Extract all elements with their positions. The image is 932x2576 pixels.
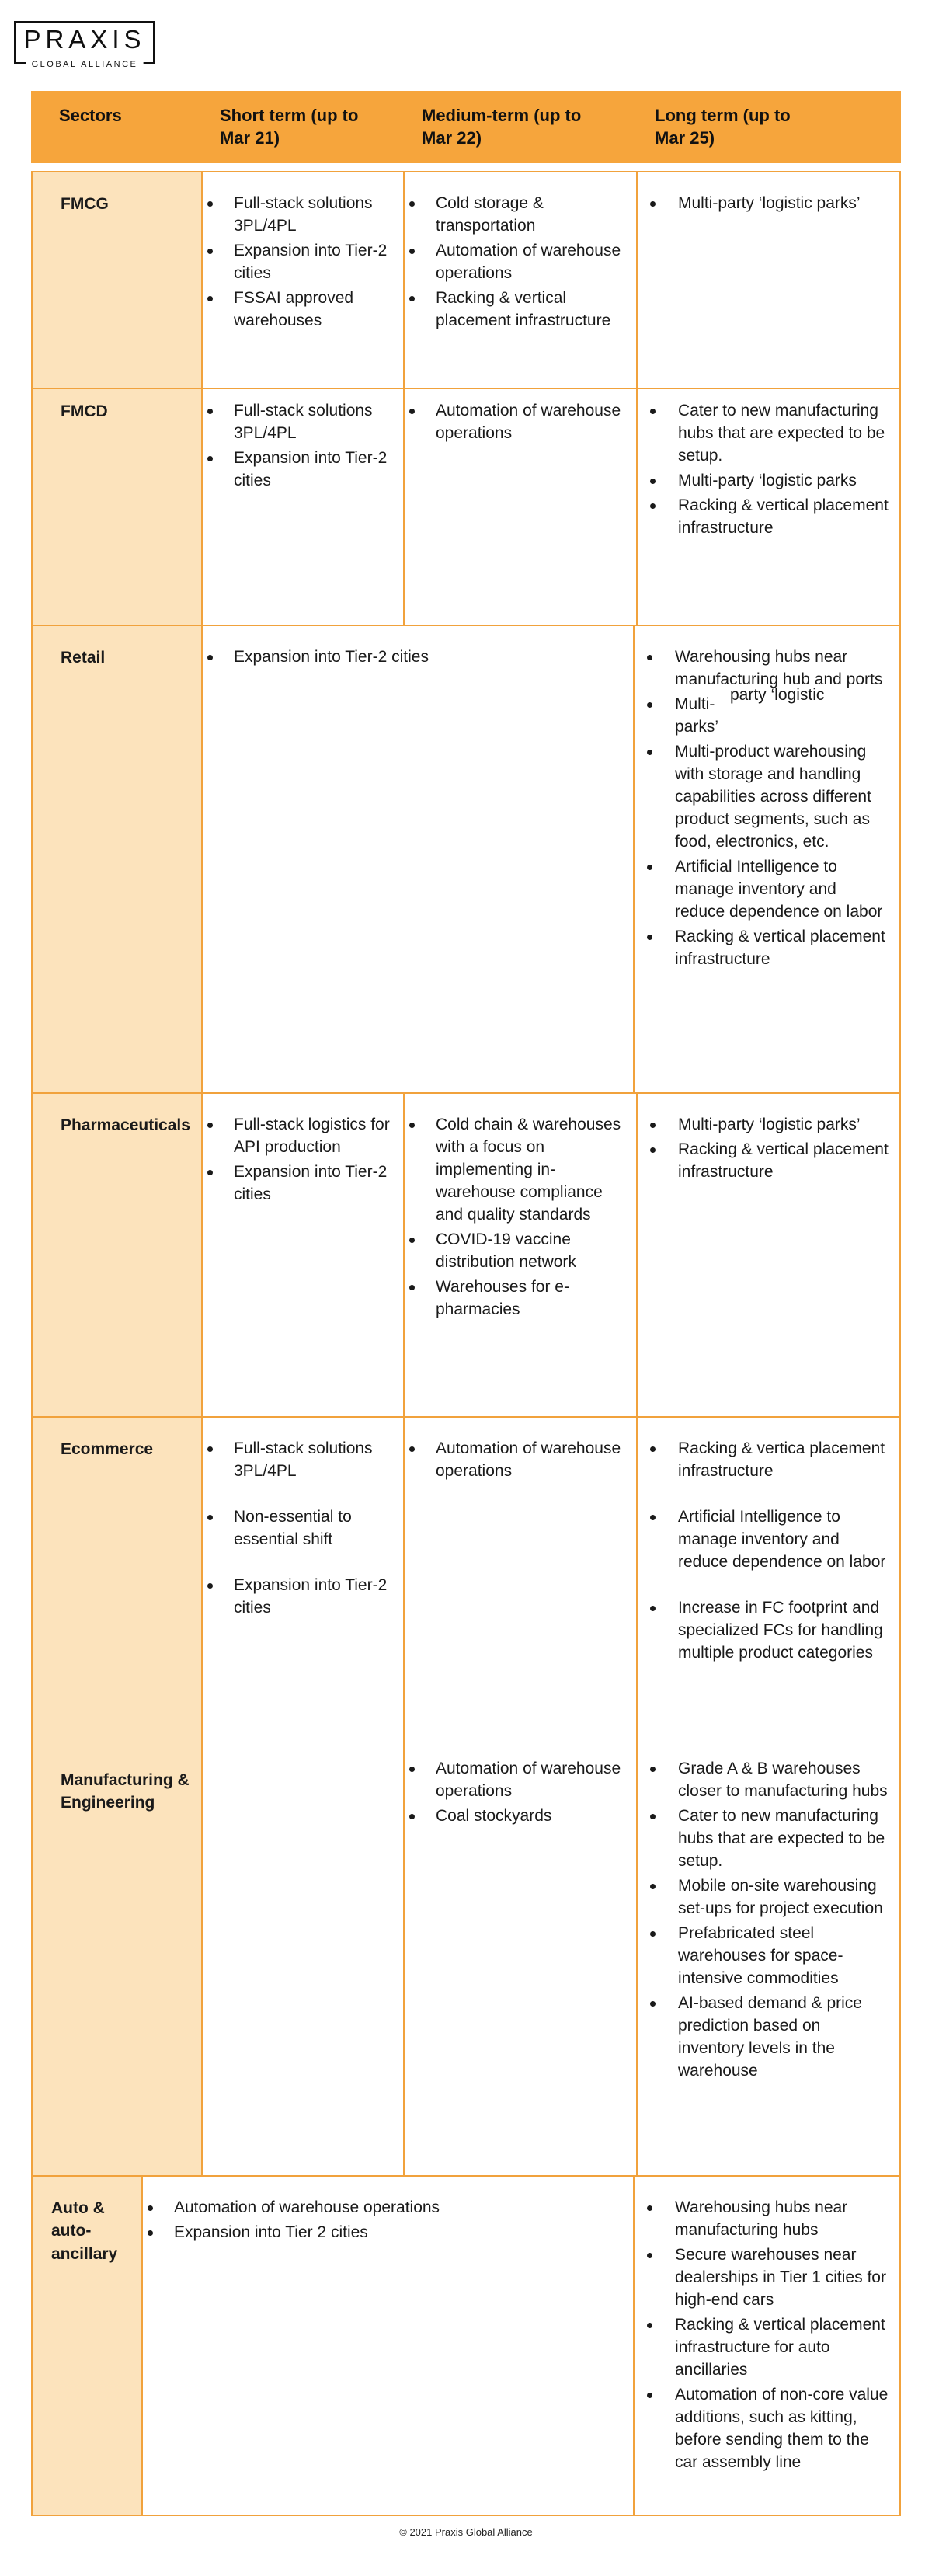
bullet-item: Full-stack solutions 3PL/4PL: [203, 193, 394, 238]
bullet-item: Cold storage & transportation: [405, 193, 627, 238]
table-body: [31, 171, 901, 2516]
bullet-item: Multi-party ‘logistic parks’: [638, 193, 890, 215]
bullet-item: Racking & vertica placement infrastructure: [638, 1438, 890, 1483]
table-header-row: [31, 91, 901, 163]
bullet-item: Expansion into Tier-2 cities: [203, 646, 624, 669]
fmcd-long-term-cell: [636, 389, 899, 625]
sector-outlook-table: [31, 91, 901, 2516]
bullet-item: Full-stack logistics for API production: [203, 1114, 394, 1159]
bullet-item: Multi-product warehousing with storage and handling capabilities across different product segments, such as food, electronics, etc.: [635, 741, 890, 854]
sector-cell-fmcd: FMCD: [33, 389, 201, 625]
bullet-item: Non-essential to essential shift: [203, 1506, 394, 1551]
header-long-term-label: Long term (up to Mar 25): [655, 106, 791, 148]
sector-cell-auto-ancillary: Auto & auto-ancillary: [33, 2177, 141, 2515]
bullet-item: Automation of warehouse operations: [143, 2197, 624, 2219]
praxis-logo: [14, 21, 155, 69]
bullet-item: Automation of warehouse operations: [405, 400, 627, 445]
sector-cell-retail: Retail: [33, 626, 201, 1092]
fmcd-medium-term-cell: [403, 389, 636, 625]
fmcg-medium-term-cell: [403, 172, 636, 388]
bullet-item: Warehousing hubs near manufacturing hub and ports: [635, 646, 890, 691]
bullet-item: Cold chain & warehouses with a focus on implementing in-warehouse compliance and quality standards: [405, 1114, 627, 1227]
header-long-term: [635, 91, 901, 163]
bullet-item: Expansion into Tier-2 cities: [203, 240, 394, 285]
bullet-item: Racking & vertical placement infrastructure: [635, 926, 890, 971]
sector-label-manufacturing: Manufacturing & Engineering: [61, 1771, 190, 1812]
multi-prefix: Multi-: [675, 694, 715, 713]
bullet-item: Multi-party ‘logistic parks’: [638, 1114, 890, 1137]
sector-label-ecommerce: Ecommerce: [61, 1440, 154, 1458]
bullet-item: Increase in FC footprint and specialized FCs for handling multiple product categories: [638, 1597, 890, 1665]
bullet-item: Racking & vertical placement infrastructure: [638, 1139, 890, 1184]
bullet-item: Expansion into Tier 2 cities: [143, 2222, 624, 2244]
ecommerce-short-term-cell: [201, 1418, 403, 2175]
header-short-term-label: Short term (up to Mar 21): [220, 106, 359, 148]
ecommerce-manufacturing-medium-term-cell: [403, 1418, 636, 2175]
pharma-medium-term-cell: [403, 1094, 636, 1416]
table-row-fmcd: [33, 388, 899, 625]
bullet-item: Automation of warehouse operations: [405, 1438, 627, 1483]
multi-overlap-fragment: party ‘logistic: [730, 685, 825, 704]
table-row-fmcg: [33, 172, 899, 388]
bullet-item: Secure warehouses near dealerships in Tier 1 cities for high-end cars: [635, 2244, 890, 2312]
bullet-item: Expansion into Tier-2 cities: [203, 1161, 394, 1206]
pharma-long-term-cell: [636, 1094, 899, 1416]
auto-short-medium-cell: [141, 2177, 633, 2515]
ecommerce-manufacturing-long-term-cell: [636, 1418, 899, 2175]
bullet-item: Racking & vertical placement infrastructure for auto ancillaries: [635, 2314, 890, 2382]
fmcg-short-term-cell: [201, 172, 403, 388]
retail-short-medium-cell: [201, 626, 633, 1092]
copyright-text: © 2021 Praxis Global Alliance: [399, 2526, 533, 2538]
bullet-item: Expansion into Tier-2 cities: [203, 1575, 394, 1620]
bullet-item: Automation of warehouse operations: [405, 1758, 627, 1803]
bullet-item: FSSAI approved warehouses: [203, 287, 394, 332]
bullet-item: Full-stack solutions 3PL/4PL: [203, 400, 394, 445]
auto-long-term-cell: [633, 2177, 899, 2515]
fmcd-short-term-cell: [201, 389, 403, 625]
table-row-auto-ancillary: [33, 2175, 899, 2515]
table-row-retail: [33, 625, 899, 1092]
pharma-short-term-cell: [201, 1094, 403, 1416]
bullet-item: AI-based demand & price prediction based on inventory levels in the warehouse: [638, 1993, 890, 2083]
bullet-item: Multi-party ‘logistic parks: [638, 470, 890, 493]
bullet-item: Racking & vertical placement infrastructure: [405, 287, 627, 332]
bullet-item: Expansion into Tier-2 cities: [203, 447, 394, 493]
bullet-item: Warehouses for e-pharmacies: [405, 1276, 627, 1321]
bullet-item: Automation of non-core value additions, such as kitting, before sending them to the car assembly line: [635, 2384, 890, 2474]
bullet-item: Full-stack solutions 3PL/4PL: [203, 1438, 394, 1483]
bullet-item-overlapping-text: [635, 685, 890, 739]
sector-cell-pharmaceuticals: Pharmaceuticals: [33, 1094, 201, 1416]
sector-cell-fmcg: FMCG: [33, 172, 201, 388]
bullet-item: Artificial Intelligence to manage inventory and reduce dependence on labor: [635, 856, 890, 924]
bullet-item: Racking & vertical placement infrastructure: [638, 495, 890, 540]
bullet-item: Artificial Intelligence to manage inventory and reduce dependence on labor: [638, 1506, 890, 1574]
bullet-item: Mobile on-site warehousing set-ups for project execution: [638, 1875, 890, 1920]
header-sectors: [31, 91, 200, 163]
fmcg-long-term-cell: [636, 172, 899, 388]
sector-cell-ecommerce-manufacturing: [33, 1418, 201, 2175]
bullet-item: Automation of warehouse operations: [405, 240, 627, 285]
header-sectors-label: Sectors: [59, 106, 122, 125]
multi-suffix: parks’: [675, 717, 719, 736]
logo-title: PRAXIS: [23, 25, 146, 54]
retail-long-term-cell: [633, 626, 899, 1092]
header-medium-term-label: Medium-term (up to Mar 22): [422, 106, 582, 148]
bullet-item: Grade A & B warehouses closer to manufacturing hubs: [638, 1758, 890, 1803]
logo-subtitle: GLOBAL ALLIANCE: [26, 60, 144, 69]
table-row-ecommerce-manufacturing: [33, 1416, 899, 2175]
bullet-item: Prefabricated steel warehouses for space-intensive commodities: [638, 1923, 890, 1990]
header-short-term: [200, 91, 402, 163]
bullet-item: Warehousing hubs near manufacturing hubs: [635, 2197, 890, 2242]
bullet-item: Cater to new manufacturing hubs that are expected to be setup.: [638, 400, 890, 468]
bullet-item: Cater to new manufacturing hubs that are expected to be setup.: [638, 1805, 890, 1873]
bullet-item: Coal stockyards: [405, 1805, 627, 1828]
table-row-pharmaceuticals: [33, 1092, 899, 1416]
header-medium-term: [402, 91, 635, 163]
bullet-item: COVID-19 vaccine distribution network: [405, 1229, 627, 1274]
